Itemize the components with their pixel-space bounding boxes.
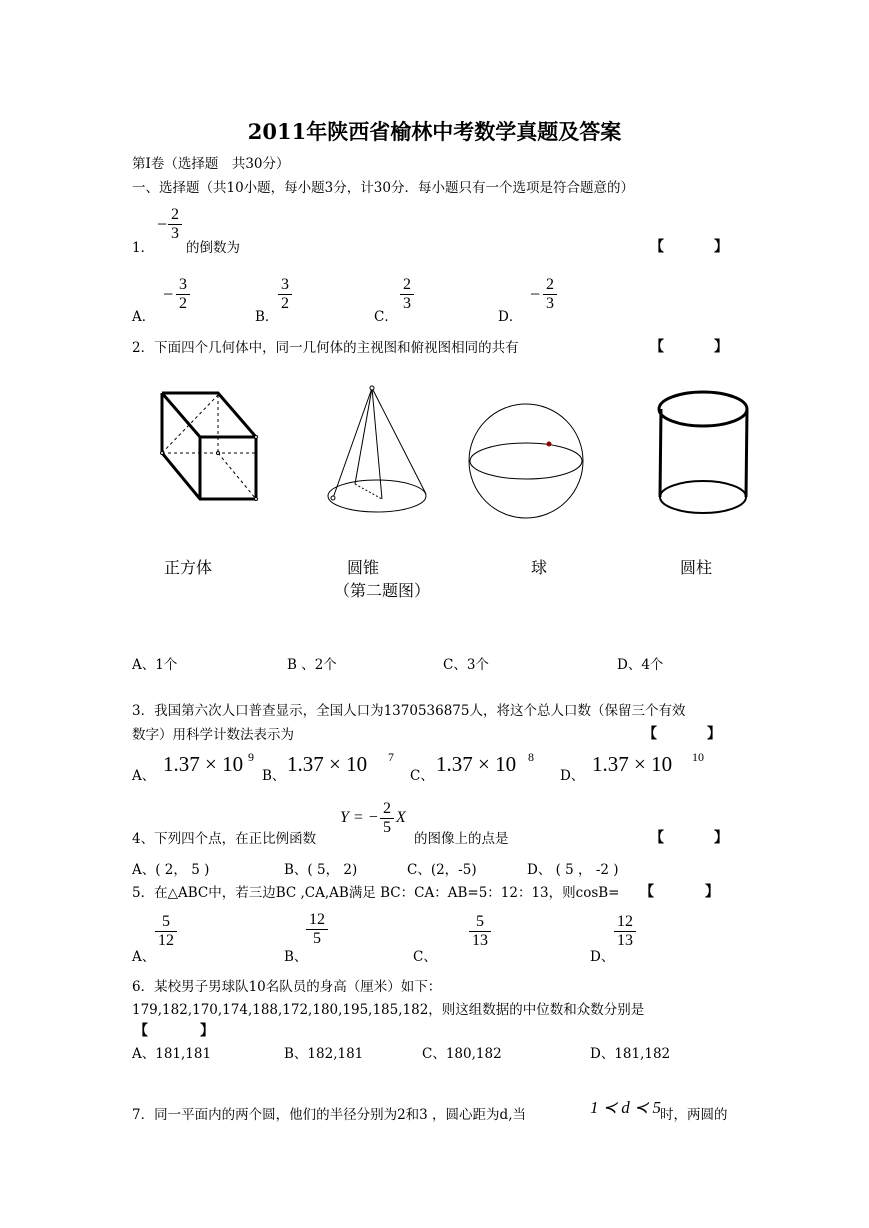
q4-opt-a: A、( 2， 5 ): [132, 862, 210, 878]
q4-text-pre: 4、下列四个点，在正比例函数: [132, 831, 317, 847]
cube-figure: [150, 385, 270, 510]
figure-caption: （第二题图）: [334, 581, 431, 600]
q4-opt-d: D、 ( 5 ， -2 ): [527, 862, 619, 878]
frac-den: 13: [617, 932, 633, 949]
q5-opt-d-label: D、: [590, 949, 615, 965]
q5-answer-bracket-right: 】: [705, 884, 719, 900]
shape-label-cylinder: 圆柱: [680, 558, 713, 577]
q2-opt-b: B 、2个: [287, 657, 337, 673]
q4-answer-bracket-left: 【: [650, 830, 664, 846]
q3-opt-b-exponent: 7: [388, 750, 394, 764]
frac-den: 3: [546, 295, 554, 312]
q6-line1: 6．某校男子男球队10名队员的身高（厘米）如下：: [132, 979, 442, 995]
cylinder-figure: [655, 385, 755, 515]
frac-den: 12: [158, 932, 174, 949]
q1-opt-b-fraction: [278, 276, 292, 313]
q3-opt-c-label: C、: [410, 768, 434, 784]
q6-opt-a: A、181,181: [132, 1046, 212, 1062]
q2-opt-d: D、4个: [617, 657, 664, 673]
q3-opt-a-exponent: 9: [248, 750, 254, 764]
frac-num: 5: [162, 913, 170, 930]
q4-text-post: 的图像上的点是: [414, 831, 509, 847]
q1-opt-a-sign: −: [163, 284, 174, 304]
q5-opt-d-fraction: [614, 913, 636, 950]
q3-opt-c-exponent: 8: [528, 750, 534, 764]
q3-answer-bracket-left: 【: [643, 726, 657, 742]
frac-num: 5: [476, 913, 484, 930]
q6-answer-bracket-right: 】: [200, 1023, 214, 1039]
frac-den: 3: [403, 295, 411, 312]
q1-fraction: [168, 206, 182, 243]
q1-opt-c-fraction: [400, 276, 414, 313]
q1-opt-c-label: C．: [374, 309, 398, 325]
q1-answer-bracket-left: 【: [650, 239, 664, 255]
q5-opt-c-fraction: [469, 913, 491, 950]
q5-opt-a-label: A、: [132, 949, 156, 965]
q1-neg-sign: −: [157, 214, 168, 234]
frac-num: 3: [281, 276, 289, 293]
q1-text: 的倒数为: [186, 240, 240, 256]
frac-den: 5: [313, 930, 321, 947]
frac-num: 2: [383, 800, 391, 817]
q3-line1: 3．我国第六次人口普查显示，全国人口为1370536875人，将这个总人口数（保留三个有效: [132, 703, 686, 719]
q3-opt-b-label: B、: [262, 768, 286, 784]
q3-opt-d-exponent: 10: [692, 750, 704, 764]
frac-num: 2: [403, 276, 411, 293]
q2-text: 2．下面四个几何体中，同一几何体的主视图和俯视图相同的共有: [132, 340, 519, 356]
q6-answer-bracket-left: 【: [134, 1023, 148, 1039]
q7-inequality: 1 ≺ d ≺ 5: [590, 1098, 661, 1117]
q1-frac-den: 3: [171, 225, 179, 242]
q2-answer-bracket-left: 【: [650, 339, 664, 355]
q3-opt-d-label: D、: [560, 768, 585, 784]
q1-answer-bracket-right: 】: [714, 239, 728, 255]
q1-opt-d-sign: −: [530, 284, 541, 304]
q3-opt-a-label: A、: [132, 768, 156, 784]
q4-opt-c: C、(2，-5): [407, 862, 477, 878]
q3-opt-b-value: 1.37 × 10: [287, 752, 368, 776]
frac-num: 2: [546, 276, 554, 293]
frac-num: 12: [309, 911, 325, 928]
frac-den: 13: [472, 932, 488, 949]
q2-answer-bracket-right: 】: [714, 339, 728, 355]
q1-opt-d-fraction: [543, 276, 557, 313]
q1-number: 1．: [132, 240, 155, 256]
page-title: 2011年陕西省榆林中考数学真题及答案: [247, 119, 622, 144]
q7-text-pre: 7．同一平面内的两个圆，他们的半径分别为2和3 ，圆心距为d,当: [132, 1107, 526, 1123]
q3-line2: 数字）用科学计数法表示为: [132, 727, 294, 743]
q6-opt-c: C、180,182: [422, 1046, 502, 1062]
q5-answer-bracket-left: 【: [640, 884, 654, 900]
q4-function-fraction: [380, 800, 394, 837]
q4-opt-b: B、( 5， 2): [284, 862, 358, 878]
frac-num: 12: [617, 913, 633, 930]
q5-opt-c-label: C、: [413, 949, 437, 965]
q5-opt-b-label: B、: [284, 949, 308, 965]
q1-opt-d-label: D．: [498, 309, 523, 325]
sphere-figure: [468, 398, 586, 525]
q1-frac-num: 2: [171, 206, 179, 223]
frac-num: 3: [179, 276, 187, 293]
section-heading: 第Ⅰ卷（选择题 共30分）: [132, 156, 290, 172]
q6-opt-d: D、181,182: [590, 1046, 671, 1062]
q2-opt-a: A、1个: [132, 657, 178, 673]
q5-text: 5．在△ABC中，若三边BC ,CA,AB满足 BC：CA：AB=5：12：13，则cosB=: [132, 885, 620, 901]
q4-function-x: X: [396, 809, 406, 826]
q6-line2: 179,182,170,174,188,172,180,195,185,182，则这组数据的中位数和众数分别是: [132, 1002, 645, 1018]
q6-opt-b: B、182,181: [284, 1046, 364, 1062]
shape-label-cube: 正方体: [164, 558, 213, 577]
q5-opt-a-fraction: [155, 913, 177, 950]
q3-opt-d-value: 1.37 × 10: [592, 752, 673, 776]
q5-opt-b-fraction: [306, 911, 328, 948]
q3-opt-c-value: 1.37 × 10: [436, 752, 517, 776]
q3-answer-bracket-right: 】: [707, 726, 721, 742]
q7-text-post: 时，两圆的: [660, 1107, 728, 1123]
frac-den: 2: [179, 295, 187, 312]
shape-label-cone: 圆锥: [347, 558, 380, 577]
q4-function-y: Y = −: [340, 809, 379, 826]
frac-den: 2: [281, 295, 289, 312]
cone-figure: [325, 382, 425, 517]
q1-opt-a-label: A．: [132, 309, 156, 325]
shape-label-sphere: 球: [531, 558, 548, 577]
q1-opt-b-label: B．: [255, 309, 279, 325]
q3-opt-a-value: 1.37 × 10: [163, 752, 244, 776]
q4-answer-bracket-right: 】: [714, 830, 728, 846]
q1-opt-a-fraction: [176, 276, 190, 313]
part-instructions: 一、选择题（共10小题，每小题3分，计30分．每小题只有一个选项是符合题意的）: [132, 180, 634, 196]
frac-den: 5: [383, 819, 391, 836]
q2-opt-c: C、3个: [443, 657, 489, 673]
